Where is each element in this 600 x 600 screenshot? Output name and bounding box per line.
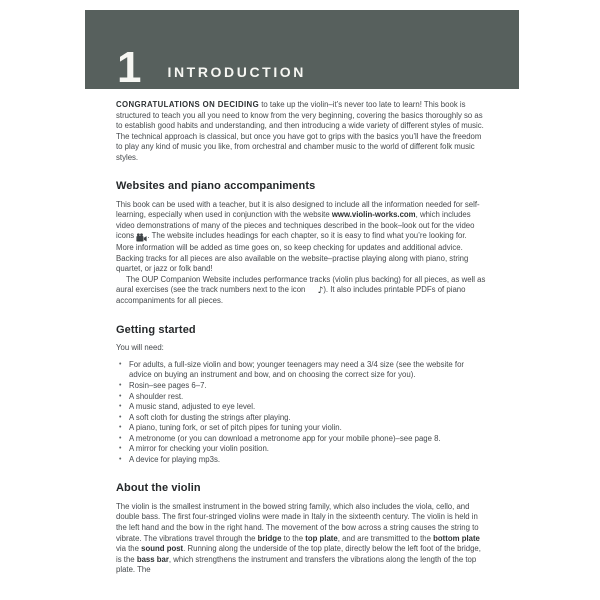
section-heading-websites: Websites and piano accompaniments	[116, 180, 316, 193]
bold-term: top plate	[305, 533, 338, 543]
lead-in-caps: CONGRATULATIONS ON DECIDING	[116, 100, 260, 109]
chapter-title: INTRODUCTION	[167, 64, 307, 80]
body-text: . The website includes headings for each chapter, so it is easy to find what you’re looking for. More information will be added as time goes on, so keep checking for updates and additional advice. Backing tracks for all pieces are also available on the website–practise playing along with piano, string quartet, or jazz or folk band!	[116, 231, 469, 274]
body-text: , which strengthens the instrument and transfers the vibrations along the length of the top plate. The	[116, 554, 477, 575]
websites-paragraph-1	[116, 200, 486, 275]
body-text: You will need:	[116, 343, 164, 353]
chapter-header-band	[85, 10, 519, 93]
bullet-item	[116, 392, 486, 403]
bold-term: sound post	[141, 544, 184, 554]
body-text: A piano, tuning fork, or set of pitch pipes for tuning your violin.	[129, 423, 342, 433]
video-camera-icon	[136, 232, 147, 243]
section-heading-about-violin: About the violin	[116, 482, 201, 495]
bold-term: www.violin-works.com	[331, 210, 416, 220]
body-text: to take up the violin–it’s never too late to learn! This book is structured to teach you all you need to know from the very beginning, covering the basics thoroughly so as to establish good habits and understanding, and then introducing a wide variety of different styles of music. The technical approach is classical, but once you have got to grips with the basics you’ll have the freedom to play any kind of music you like, from orchestral and chamber music to the world of different folk music styles.	[116, 100, 484, 162]
bullet-item	[116, 444, 486, 455]
bold-term: bridge	[257, 533, 282, 543]
bullet-item	[116, 423, 486, 434]
body-text: A soft cloth for dusting the strings after playing.	[129, 412, 291, 422]
body-text: A mirror for checking your violin position.	[129, 444, 269, 454]
body-text: A device for playing mp3s.	[129, 454, 221, 464]
about-violin-paragraph	[116, 502, 486, 576]
body-text: A music stand, adjusted to eye level.	[129, 402, 256, 412]
you-will-need-line	[116, 343, 486, 354]
body-text: , and are transmitted to the	[337, 533, 434, 543]
websites-paragraph-2	[116, 275, 486, 307]
bullet-item	[116, 434, 486, 445]
body-text: The violin is the smallest instrument in the bowed string family, which also includes the viola, cello, and double bass. The first four-stringed violins were made in Italy in the sixteenth century. The violin is held in the left hand and the bow in the right hand. The movement of the bow across a string causes the string to vibrate. The vibrations travel through the	[116, 501, 479, 543]
music-note-icon: ♪	[317, 285, 324, 296]
body-text: The OUP Companion Website includes performance tracks (violin plus backing) for all pieces, as well as aural exercises (see the track numbers next to the icon	[116, 274, 486, 295]
body-text: A metronome (or you can download a metronome app for your mobile phone)–see page 8.	[129, 433, 441, 443]
body-text: This book can be used with a teacher, but it is also designed to include all the information needed for self-learning, especially when used in conjunction with the website	[116, 199, 480, 220]
body-text: , which includes video demonstrations of many of the pieces and techniques described in the book–look out for the video icons	[116, 210, 475, 241]
section-heading-getting-started: Getting started	[116, 323, 196, 336]
body-text: via the	[116, 544, 142, 554]
page-body	[85, 89, 519, 576]
requirements-list	[116, 360, 486, 465]
body-text: ). It also includes printable PDFs of piano accompaniments for all pieces.	[116, 285, 466, 306]
bullet-item	[116, 413, 486, 424]
body-text: A shoulder rest.	[129, 391, 184, 401]
body-text: Rosin–see pages 6–7.	[129, 380, 207, 390]
book-page	[85, 10, 519, 592]
bullet-item	[116, 381, 486, 392]
bullet-item	[116, 402, 486, 413]
intro-paragraph	[116, 100, 486, 163]
bullet-item	[116, 455, 486, 466]
body-text: to the	[281, 533, 306, 543]
body-text: . Running along the underside of the top plate, directly below the left foot of the bridge, is the	[116, 544, 481, 564]
bullet-item	[116, 360, 486, 381]
bold-term: bass bar	[136, 554, 169, 564]
chapter-number: 1	[117, 43, 142, 93]
bold-term: bottom plate	[433, 533, 480, 543]
body-text: For adults, a full-size violin and bow; younger teenagers may need a 3/4 size (see the website for advice on buying an instrument and bow, and on choosing the correct size for you).	[129, 359, 465, 380]
